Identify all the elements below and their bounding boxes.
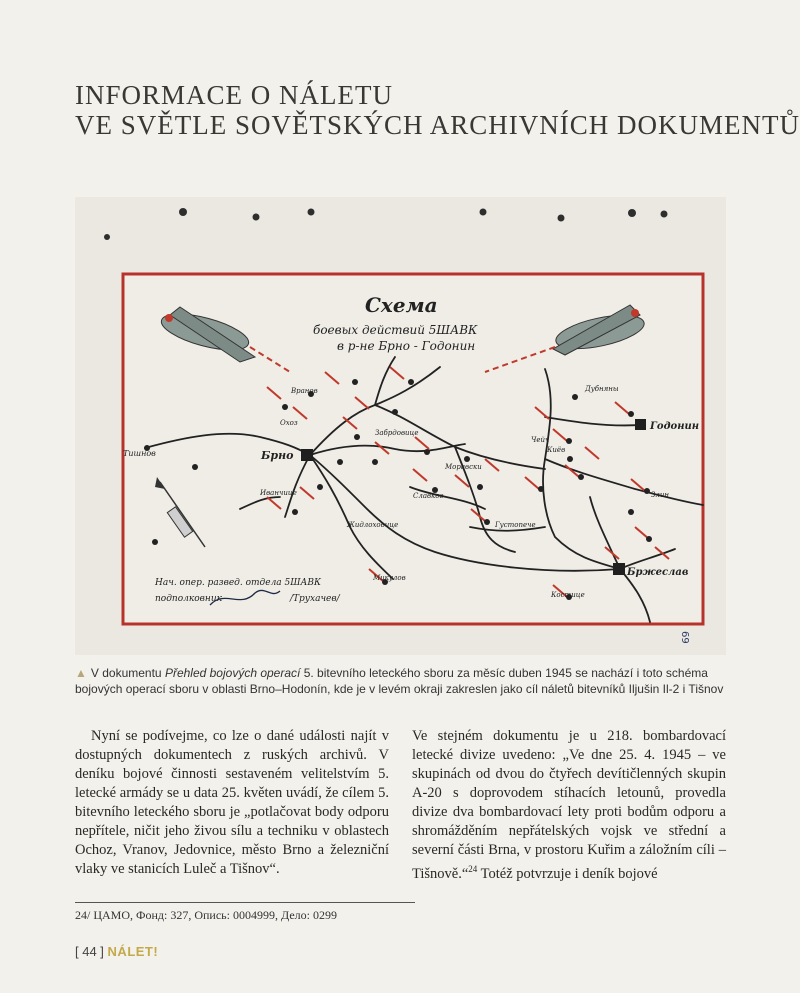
footnote-divider (75, 902, 415, 903)
publication-brand: NÁLET! (107, 944, 159, 959)
heading-line-1: INFORMACE O NÁLETU (75, 80, 393, 110)
page-folio (75, 944, 158, 959)
caption-triangle-icon: ▲ (75, 666, 87, 680)
chapter-heading (75, 80, 800, 140)
page-number: [ 44 ] (75, 944, 104, 959)
heading-line-2: VE SVĚTLE SOVĚTSKÝCH ARCHIVNÍCH DOKUMENTŮ (75, 110, 800, 140)
map-title: Схема (365, 293, 438, 317)
body-column-right (412, 727, 726, 884)
label-kostice: Костице (551, 591, 585, 599)
map-subtitle-1: боевых действий 5ШАВК (313, 323, 478, 337)
label-slavkov: Славков (413, 492, 444, 500)
label-ivancice: Иванчице (260, 489, 297, 497)
label-ochoz: Охоз (280, 419, 298, 427)
figure-caption (75, 665, 727, 697)
signature-line-2: подполковник (155, 594, 222, 604)
body-right-tail: Totéž potvrzuje i deník bojové (477, 865, 658, 882)
label-moravsky: Моравски (445, 463, 482, 471)
signature-name: /Трухачев/ (290, 594, 340, 604)
caption-doc-title: Přehled bojových operací (164, 666, 301, 680)
label-tishnov: Тишнов (123, 449, 156, 458)
footnote-reference: 24 (468, 864, 478, 874)
label-brno: Брно (261, 449, 294, 462)
label-zabrdovice: Забрдовице (375, 429, 419, 437)
soviet-operations-map (75, 197, 726, 655)
label-kyjov: Киёв (547, 446, 566, 454)
archival-map-figure (75, 197, 726, 655)
label-vranov: Вранов (291, 387, 318, 395)
body-paragraph-right (412, 727, 726, 884)
body-right-main: Ve stejném dokumentu je u 218. bombardovací letecké divize uvedeno: „Ve dne 25. 4. 1945 – ve skupinách od dvou do čtyřech devítičlenných skupin A-20 s doprovodem stíhacích letounů, provedla divize dva bombardovací lety proti bodům odporu a shromážděním nepřátelských vojsk ve střední a severní části Brna, v prostoru Kuřim a záložním cíli – Tišnově.“ (412, 728, 726, 882)
label-zidlochovice: Жидлоховице (347, 521, 399, 529)
body-column-left (75, 727, 389, 879)
footnote: 24/ ЦАМО, Фонд: 327, Опись: 0004999, Дело: 0299 (75, 908, 337, 922)
label-cejc: Чейч (531, 436, 550, 444)
signature-line-1: Нач. опер. развед. отдела 5ШАВК (155, 578, 321, 588)
body-paragraph-left: Nyní se podívejme, co lze o dané události najít v dostupných dokumentech z ruských archivů. V deníku bojové činnosti sestaveném velitelstvím 5. letecké armády se u data 25. květen uvádí, že cílem 5. bitevního leteckého sboru je „potlačovat body odporu nepřítele, ničit jeho živou sílu a techniku v oblastech Ochoz, Vranov, Jedovnice, město Brno a železniční vlaky ve stanicích Luleč a Tišnov“. (75, 728, 389, 877)
label-breclav: Бржеслав (627, 567, 689, 578)
archive-number: 69 (679, 631, 690, 644)
label-hustopece: Густопече (495, 521, 536, 529)
label-zlin: Злин (651, 491, 669, 499)
label-godonin: Годонин (650, 421, 700, 432)
label-dubnany: Дубняны (585, 385, 619, 393)
caption-prefix: V dokumentu (90, 666, 165, 680)
caption-suffix: 5. bitevního leteckého sboru za měsíc duben 1945 se nachází i toto schéma bojových operací sboru v oblasti Brno–Hodonín, kde je v levém okraji zakreslen jako cíl náletů bitevníků Iljušin Il-2 i Tišnov (75, 666, 724, 696)
map-subtitle-2: в р-не Брно - Годонин (337, 339, 476, 353)
label-mikulov: Микулов (373, 574, 406, 582)
